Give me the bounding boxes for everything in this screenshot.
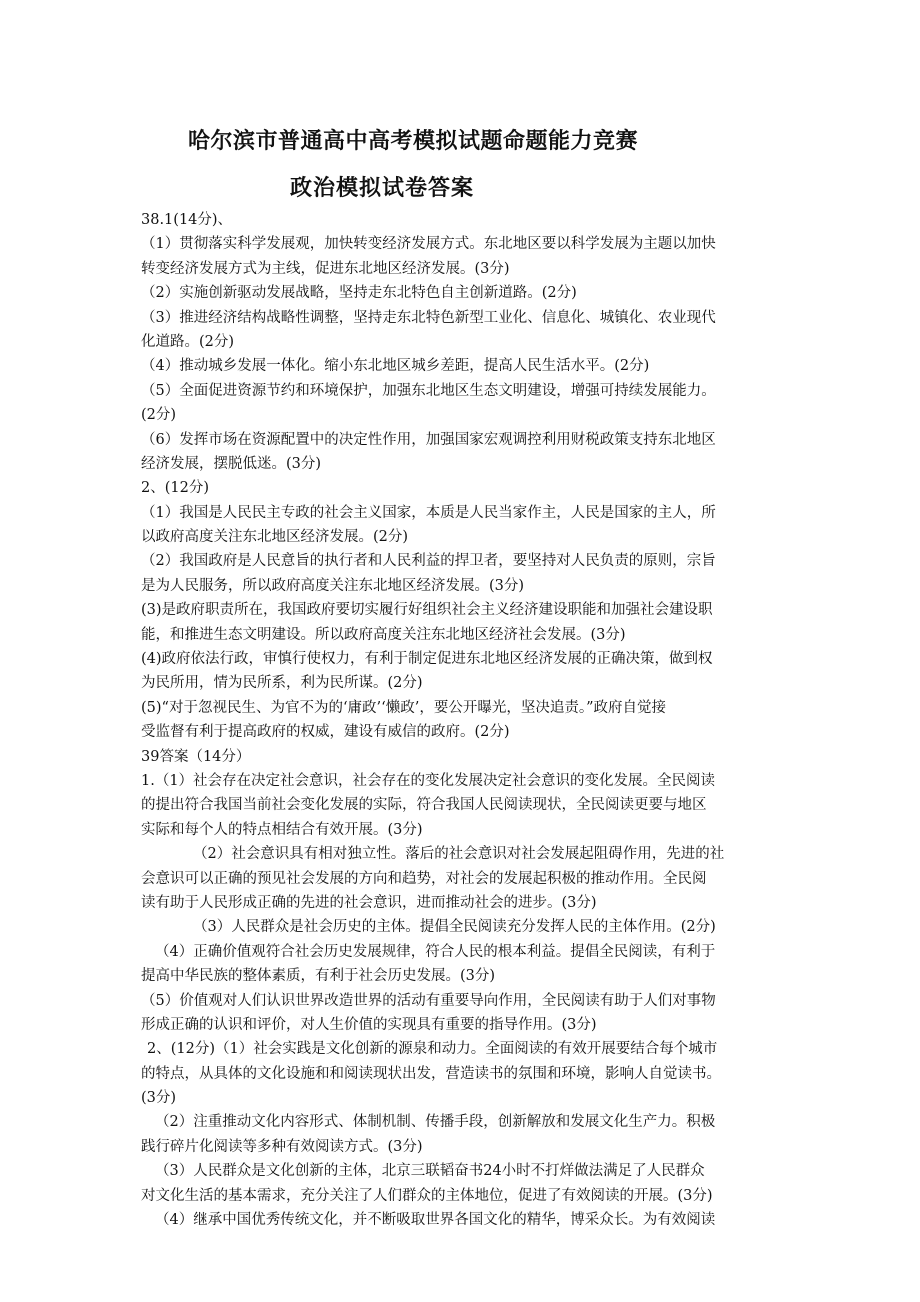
text-line: 形成正确的认识和评价，对人生价值的实现具有重要的指导作用。(3分) [141, 1016, 597, 1033]
text-line: （3）人民群众是社会历史的主体。提倡全民阅读充分发挥人民的主体作用。(2分) [193, 919, 716, 936]
text-line: 1.（1）社会存在决定社会意识，社会存在的变化发展决定社会意识的变化发展。全民阅读 [141, 772, 716, 789]
text-line: (5)“对于忽视民生、为官不为的‘庸政’‘懒政’，要公开曝光，坚决追责。”政府自觉接 [141, 699, 667, 716]
text-line: 能，和推进生态文明建设。所以政府高度关注东北地区经济社会发展。(3分) [141, 626, 626, 643]
text-line: 38.1(14分)、 [141, 212, 233, 228]
text-line: (3分) [141, 1090, 177, 1107]
text-line: 化道路。(2分) [141, 333, 235, 350]
text-line: （3）人民群众是文化创新的主体，北京三联韬奋书24小时不打烊做法满足了人民群众 [155, 1163, 705, 1180]
text-line: （2）我国政府是人民意旨的执行者和人民利益的捍卫者，要坚持对人民负责的原则，宗旨 [141, 553, 716, 570]
document-subtitle: 政治模拟试卷答案 [290, 176, 475, 201]
text-line: 转变经济发展方式为主线，促进东北地区经济发展。(3分) [141, 260, 510, 277]
text-line: 以政府高度关注东北地区经济发展。(2分) [141, 529, 409, 546]
text-line: （2）实施创新驱动发展战略，坚持走东北特色自主创新道路。(2分) [141, 285, 577, 302]
text-line: （1）贯彻落实科学发展观，加快转变经济发展方式。东北地区要以科学发展为主题以加快 [141, 236, 716, 253]
text-line: 的特点，从具体的文化设施和和阅读现状出发，营造读书的氛围和环境，影响人自觉读书。 [141, 1065, 721, 1082]
text-line: 会意识可以正确的预见社会发展的方向和趋势，对社会的发展起积极的推动作用。全民阅 [141, 870, 707, 887]
text-line: （2）注重推动文化内容形式、体制机制、传播手段，创新解放和发展文化生产力。积极 [155, 1114, 716, 1131]
text-line: （1）我国是人民民主专政的社会主义国家，本质是人民当家作主，人民是国家的主人，所 [141, 504, 716, 521]
text-line: （4）正确价值观符合社会历史发展规律，符合人民的根本利益。提倡全民阅读，有利于 [155, 943, 716, 960]
text-line: 践行碎片化阅读等多种有效阅读方式。(3分) [141, 1138, 423, 1155]
document-title: 哈尔滨市普通高中高考模拟试题命题能力竞赛 [188, 129, 639, 154]
text-line: （3）推进经济结构战略性调整，坚持走东北特色新型工业化、信息化、城镇化、农业现代 [141, 309, 716, 326]
text-line: 对文化生活的基本需求，充分关注了人们群众的主体地位，促进了有效阅读的开展。(3分) [141, 1187, 713, 1204]
text-line: 为民所用，情为民所系，利为民所谋。(2分) [141, 675, 423, 692]
text-line: （5）价值观对人们认识世界改造世界的活动有重要导向作用，全民阅读有助于人们对事物 [141, 992, 716, 1009]
text-line: (3)是政府职责所在，我国政府要切实履行好组织社会主义经济建设职能和加强社会建设职 [141, 602, 713, 619]
text-line: 2、(12分)（1）社会实践是文化创新的源泉和动力。全面阅读的有效开展要结合每个城市 [147, 1041, 718, 1058]
text-line: （5）全面促进资源节约和环境保护，加强东北地区生态文明建设，增强可持续发展能力。 [141, 382, 716, 399]
text-line: 是为人民服务，所以政府高度关注东北地区经济发展。(3分) [141, 577, 525, 594]
text-line: 的提出符合我国当前社会变化发展的实际，符合我国人民阅读现状，全民阅读更要与地区 [141, 797, 707, 814]
text-line: (4)政府依法行政，审慎行使权力，有利于制定促进东北地区经济发展的正确决策，做到权 [141, 651, 713, 668]
text-line: （6）发挥市场在资源配置中的决定性作用，加强国家宏观调控利用财税政策支持东北地区 [141, 431, 716, 448]
text-line: （4）继承中国优秀传统文化，并不断吸取世界各国文化的精华，博采众长。为有效阅读 [155, 1212, 716, 1229]
text-line: （2）社会意识具有相对独立性。落后的社会意识对社会发展起阻碍作用，先进的社 [193, 846, 725, 863]
answer-body [141, 208, 784, 1232]
text-line: 经济发展，摆脱低迷。(3分) [141, 455, 322, 472]
text-line: （4）推动城乡发展一体化。缩小东北地区城乡差距，提高人民生活水平。(2分) [141, 358, 650, 375]
text-line: 受监督有利于提高政府的权威，建设有威信的政府。(2分) [141, 724, 510, 741]
text-line: 2、(12分) [141, 480, 209, 497]
text-line: 实际和每个人的特点相结合有效开展。(3分) [141, 821, 423, 838]
text-line: (2分) [141, 407, 177, 424]
text-line: 读有助于人民形成正确的先进的社会意识，进而推动社会的进步。(3分) [141, 894, 597, 911]
text-line: 提高中华民族的整体素质，有利于社会历史发展。(3分) [141, 968, 496, 985]
text-line: 39答案（14分） [141, 748, 251, 765]
